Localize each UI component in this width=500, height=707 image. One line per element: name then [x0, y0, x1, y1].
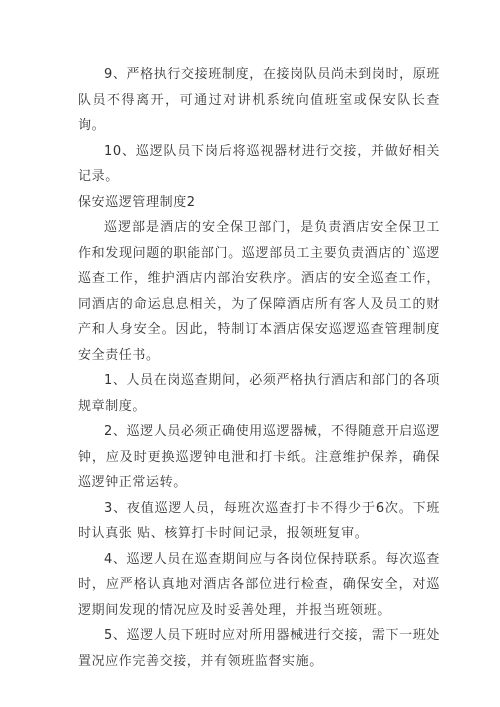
paragraph-item-5: 5、巡逻人员下班时应对所用器械进行交接，需下一班处置况应作完善交接，并有领班监督实施。 — [78, 628, 440, 669]
paragraph-item-2: 2、巡逻人员必须正确使用巡逻器械，不得随意开启巡逻钟，应及时更换巡逻钟电泄和打卡纸。注意维护保养，确保巡逻钟正常运转。 — [78, 424, 440, 490]
paragraph-item-3: 3、夜值巡逻人员，每班次巡查打卡不得少于6次。下班时认真张 贴、核算打卡时间记录，报领班复审。 — [78, 500, 440, 541]
paragraph-intro: 巡逻部是酒店的安全保卫部门，是负责酒店安全保卫工作和发现问题的职能部门。巡逻部员工主要负责酒店的`巡逻巡查工作，维护酒店内部治安秩序。酒店的安全巡查工作，同酒店的命运息息相关，为了保障酒店所有客人及员工的财产和人身安全。因此，特制订本酒店保安巡逻巡查管理制度安全责任书。 — [78, 220, 440, 363]
paragraph-item-9: 9、严格执行交接班制度，在接岗队员尚未到岗时，原班队员不得离开，可通过对讲机系统向值班室或保安队长查询。 — [78, 67, 440, 133]
paragraph-item-4: 4、巡逻人员在巡查期间应与各岗位保持联系。每次巡查时，应严格认真地对酒店各部位进行检查，确保安全，对巡逻期间发现的情况应及时妥善处理，并报当班领班。 — [78, 551, 440, 618]
section-heading: 保安巡逻管理制度2 — [78, 194, 196, 210]
paragraph-item-10: 10、巡逻队员下岗后将巡视器材进行交接，并做好相关记录。 — [78, 143, 440, 184]
paragraph-item-1: 1、人员在岗巡查期间，必须严格执行酒店和部门的各项规章制度。 — [78, 373, 440, 414]
